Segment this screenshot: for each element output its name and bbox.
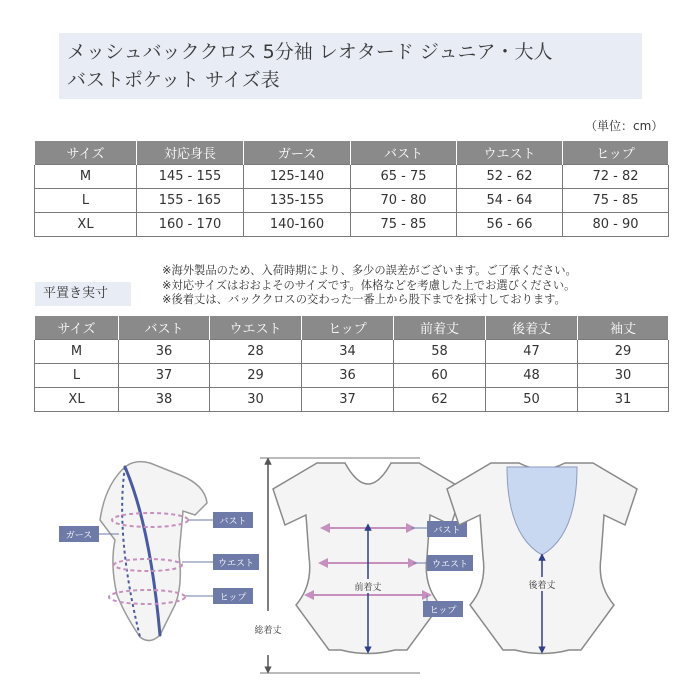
table-cell: XL (35, 388, 119, 412)
table-cell: 135-155 (244, 189, 351, 213)
header-cell: サイズ (35, 141, 137, 165)
title-line-1: メッシュバッククロス 5分袖 レオタード ジュニア・大人 (67, 41, 553, 63)
flat-table-header (35, 316, 669, 340)
table-cell: 140-160 (244, 213, 351, 237)
table-row (35, 165, 669, 189)
table-cell: 65 - 75 (351, 165, 457, 189)
table-cell: 30 (210, 388, 302, 412)
notes (162, 264, 577, 308)
table-cell: 54 - 64 (457, 189, 563, 213)
hip-label-side: ヒップ (219, 593, 247, 603)
table-cell: 145 - 155 (137, 165, 244, 189)
table-cell: 60 (394, 364, 486, 388)
header-cell: バスト (351, 141, 457, 165)
table-cell: 37 (119, 364, 210, 388)
note-line: ※対応サイズはおおよそのサイズです。体格などを考慮した上でお選びください。 (162, 278, 576, 292)
table-cell: 34 (302, 340, 394, 364)
table-cell: M (35, 340, 119, 364)
waist-label-front: ウエスト (431, 560, 469, 570)
table-cell: 31 (578, 388, 669, 412)
table-row (35, 340, 669, 364)
side-view-figure (99, 462, 213, 641)
table-cell: 80 - 90 (563, 213, 669, 237)
size-table (34, 140, 669, 237)
waist-tag-side (213, 554, 259, 570)
measurement-diagram-svg (55, 445, 655, 685)
table-cell: 160 - 170 (137, 213, 244, 237)
header-cell: 対応身長 (137, 141, 244, 165)
waist-tag-front (427, 555, 473, 571)
table-cell: 30 (578, 364, 669, 388)
table-cell: 125-140 (244, 165, 351, 189)
table-cell: XL (35, 213, 137, 237)
table-cell: 36 (119, 340, 210, 364)
header-cell: サイズ (35, 316, 119, 340)
table-cell: 29 (210, 364, 302, 388)
table-cell: 38 (119, 388, 210, 412)
unit-note: （単位：cm） (585, 119, 664, 133)
hip-label-front: ヒップ (429, 606, 457, 616)
table-row (35, 364, 669, 388)
table-cell: 72 - 82 (563, 165, 669, 189)
header-cell: 前着丈 (394, 316, 486, 340)
table-cell: 58 (394, 340, 486, 364)
table-cell: M (35, 165, 137, 189)
note-line: ※海外製品のため、入荷時期により、多少の誤差がございます。ご了承ください。 (162, 264, 577, 277)
table-cell: 50 (486, 388, 578, 412)
table-row (35, 189, 669, 213)
table-cell: 75 - 85 (563, 189, 669, 213)
flat-measure-table (34, 315, 669, 412)
header-cell: 後着丈 (486, 316, 578, 340)
header-cell: ウエスト (457, 141, 563, 165)
header-cell: バスト (119, 316, 210, 340)
table-cell: 29 (578, 340, 669, 364)
bust-label-front: バスト (433, 526, 461, 536)
total-length-label: 総着丈 (254, 626, 282, 636)
bust-tag-side (213, 512, 253, 528)
title-line-2: バストポケット サイズ表 (67, 69, 280, 91)
girth-label: ガース (65, 531, 93, 541)
table-cell: L (35, 364, 119, 388)
table-cell: 52 - 62 (457, 165, 563, 189)
note-line: ※後着丈は、バッククロスの交わった一番上から股下までを採寸しております。 (162, 293, 566, 306)
table-row (35, 388, 669, 412)
girth-tag (59, 526, 99, 542)
header-cell: ヒップ (563, 141, 669, 165)
header-cell: ウエスト (210, 316, 302, 340)
bust-label-side: バスト (219, 517, 247, 527)
table-cell: L (35, 189, 137, 213)
header-cell: 袖丈 (578, 316, 669, 340)
header-cell: ガース (244, 141, 351, 165)
header-cell: ヒップ (302, 316, 394, 340)
table-cell: 75 - 85 (351, 213, 457, 237)
back-length-label: 後着丈 (528, 581, 556, 591)
table-cell: 70 - 80 (351, 189, 457, 213)
table-cell: 56 - 66 (457, 213, 563, 237)
size-table-header (35, 141, 669, 165)
table-cell: 155 - 165 (137, 189, 244, 213)
table-cell: 47 (486, 340, 578, 364)
hip-tag-front (423, 601, 463, 617)
hip-tag-side (213, 588, 253, 604)
table-cell: 48 (486, 364, 578, 388)
back-view-figure (447, 463, 637, 654)
waist-label-side: ウエスト (217, 559, 255, 569)
table-row (35, 213, 669, 237)
table-cell: 28 (210, 340, 302, 364)
table-cell: 62 (394, 388, 486, 412)
measurement-diagram (55, 445, 655, 685)
table-cell: 36 (302, 364, 394, 388)
title-box (59, 33, 642, 99)
front-length-label: 前着丈 (354, 583, 382, 593)
table-cell: 37 (302, 388, 394, 412)
flat-measure-label: 平置き実寸 (35, 282, 131, 306)
